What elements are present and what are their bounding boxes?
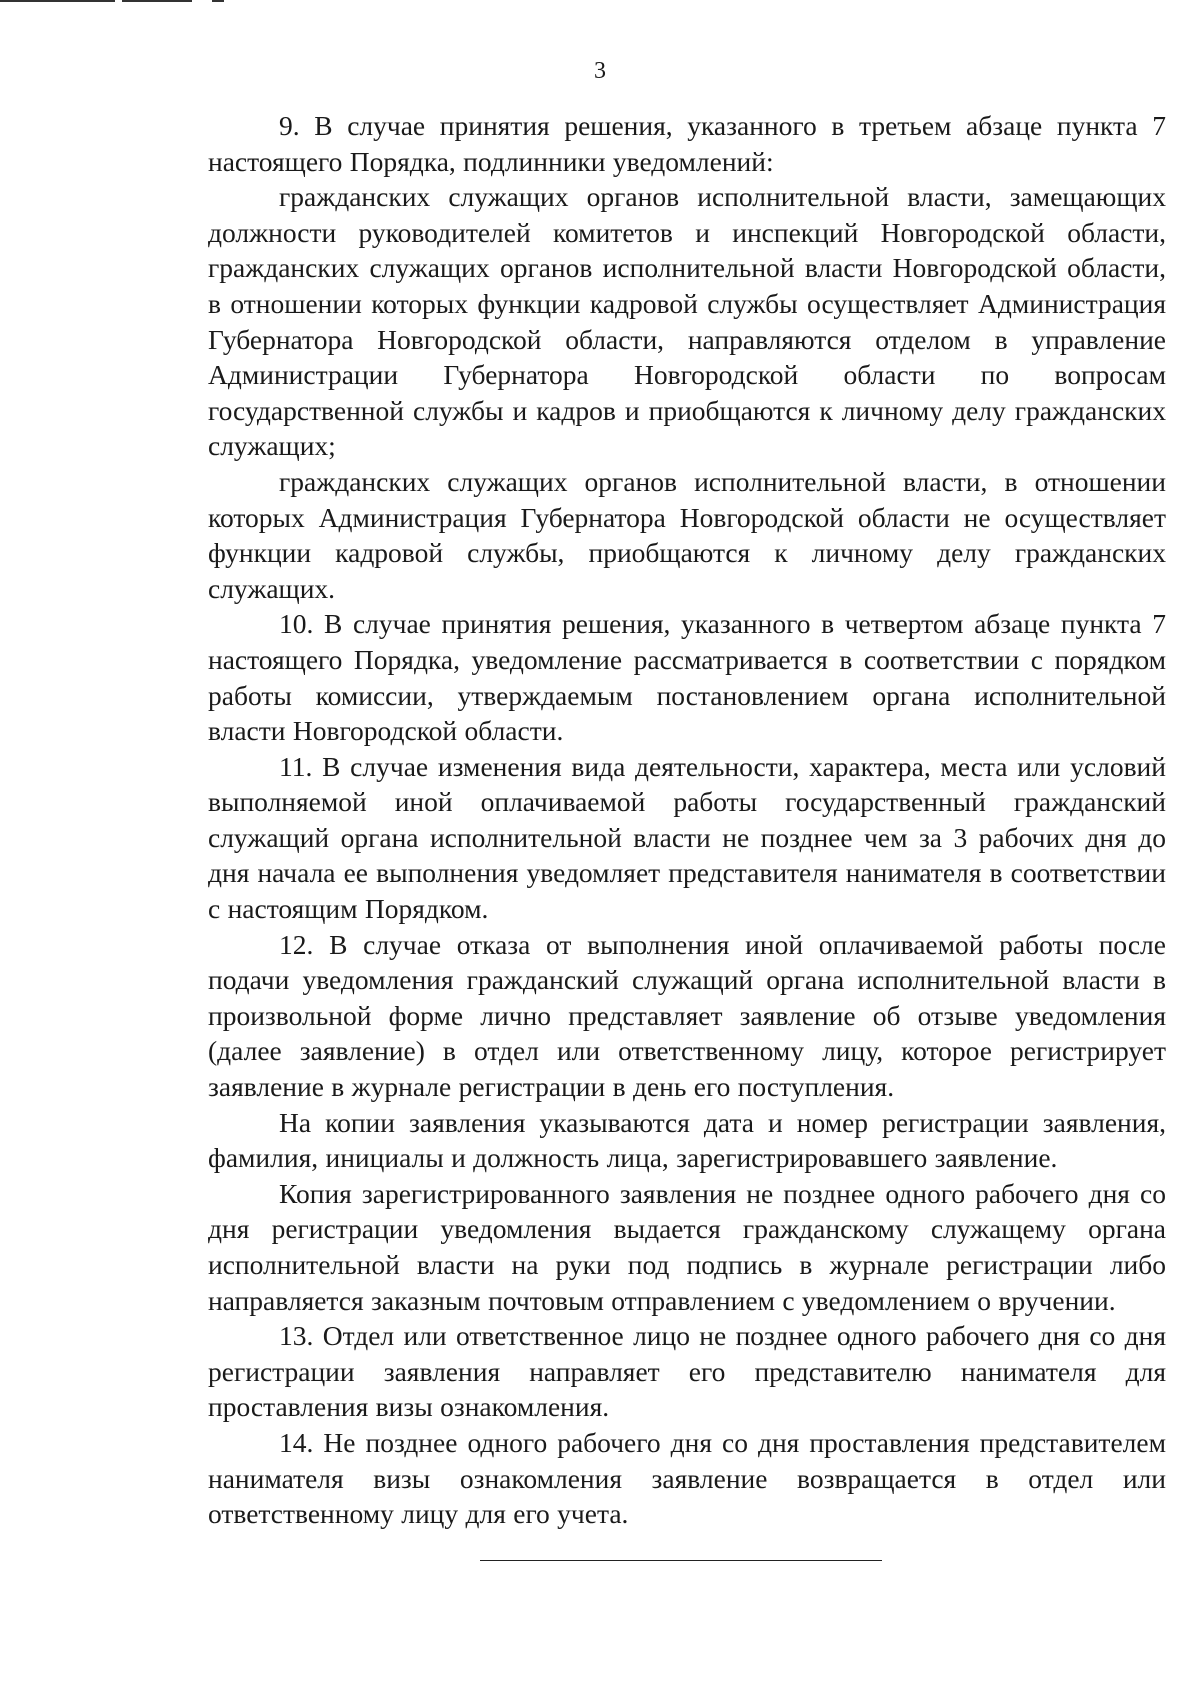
paragraph-9-subitem-1: гражданских служащих органов исполнительной власти, замещающих должности руководителей комитетов и инспекций Новгородской области, гражданских служащих органов исполнительной власти Новгородской области, в отношении которых функции кадровой службы осуществляет Администрация Губернатора Новгородской области, направляются отделом в управление Администрации Губернатора Новгородской области по вопросам государственной службы и кадров и приобщаются к личному делу гражданских служащих; <box>208 181 1166 462</box>
paragraph-9: 9. В случае принятия решения, указанного в третьем абзаце пункта 7 настоящего Порядка, подлинники уведомлений: <box>208 110 1166 177</box>
scan-artifact-right <box>212 0 224 2</box>
end-of-document-rule <box>480 1560 882 1561</box>
paragraph-10: 10. В случае принятия решения, указанного в четвертом абзаце пункта 7 настоящего Порядка, уведомление рассматривается в соответствии с порядком работы комиссии, утверждаемым постановлением органа исполнительной власти Новгородской области. <box>208 608 1166 747</box>
paragraph-12-part-2: На копии заявления указываются дата и номер регистрации заявления, фамилия, инициалы и должность лица, зарегистрировавшего заявление. <box>208 1106 1166 1174</box>
scan-artifact-left <box>0 0 115 2</box>
page-number: 3 <box>594 58 606 84</box>
paragraph-11: 11. В случае изменения вида деятельности, характера, места или условий выполняемой иной оплачиваемой работы государственный гражданский служащий органа исполнительной власти не позднее чем за 3 рабочих дня до дня начала ее выполнения уведомляет представителя нанимателя в соответствии с настоящим Порядком. <box>208 750 1166 925</box>
paragraph-12-part-3: Копия зарегистрированного заявления не позднее одного рабочего дня со дня регистрации уведомления выдается гражданскому служащему органа исполнительной власти на руки под подпись в журнале регистрации либо направляется заказным почтовым отправлением с уведомлением о вручении. <box>208 1177 1166 1316</box>
scan-artifact-mid <box>122 0 192 2</box>
paragraph-13: 13. Отдел или ответственное лицо не позднее одного рабочего дня со дня регистрации заявления направляет его представителю нанимателя для проставления визы ознакомления. <box>208 1320 1166 1423</box>
paragraph-14: 14. Не позднее одного рабочего дня со дня проставления представителем нанимателя визы ознакомления заявление возвращается в отдел или ответственному лицу для его учета. <box>208 1426 1166 1530</box>
paragraph-12: 12. В случае отказа от выполнения иной оплачиваемой работы после подачи уведомления гражданский служащий органа исполнительной власти в произвольной форме лично представляет заявление об отзыве уведомления (далее заявление) в отдел или ответственному лицу, которое регистрирует заявление в журнале регистрации в день его поступления. <box>208 928 1166 1103</box>
paragraph-9-subitem-2: гражданских служащих органов исполнительной власти, в отношении которых Администрация Губернатора Новгородской области не осуществляет функции кадровой службы, приобщаются к личному делу гражданских служащих. <box>208 465 1166 604</box>
document-body <box>208 108 1166 1532</box>
